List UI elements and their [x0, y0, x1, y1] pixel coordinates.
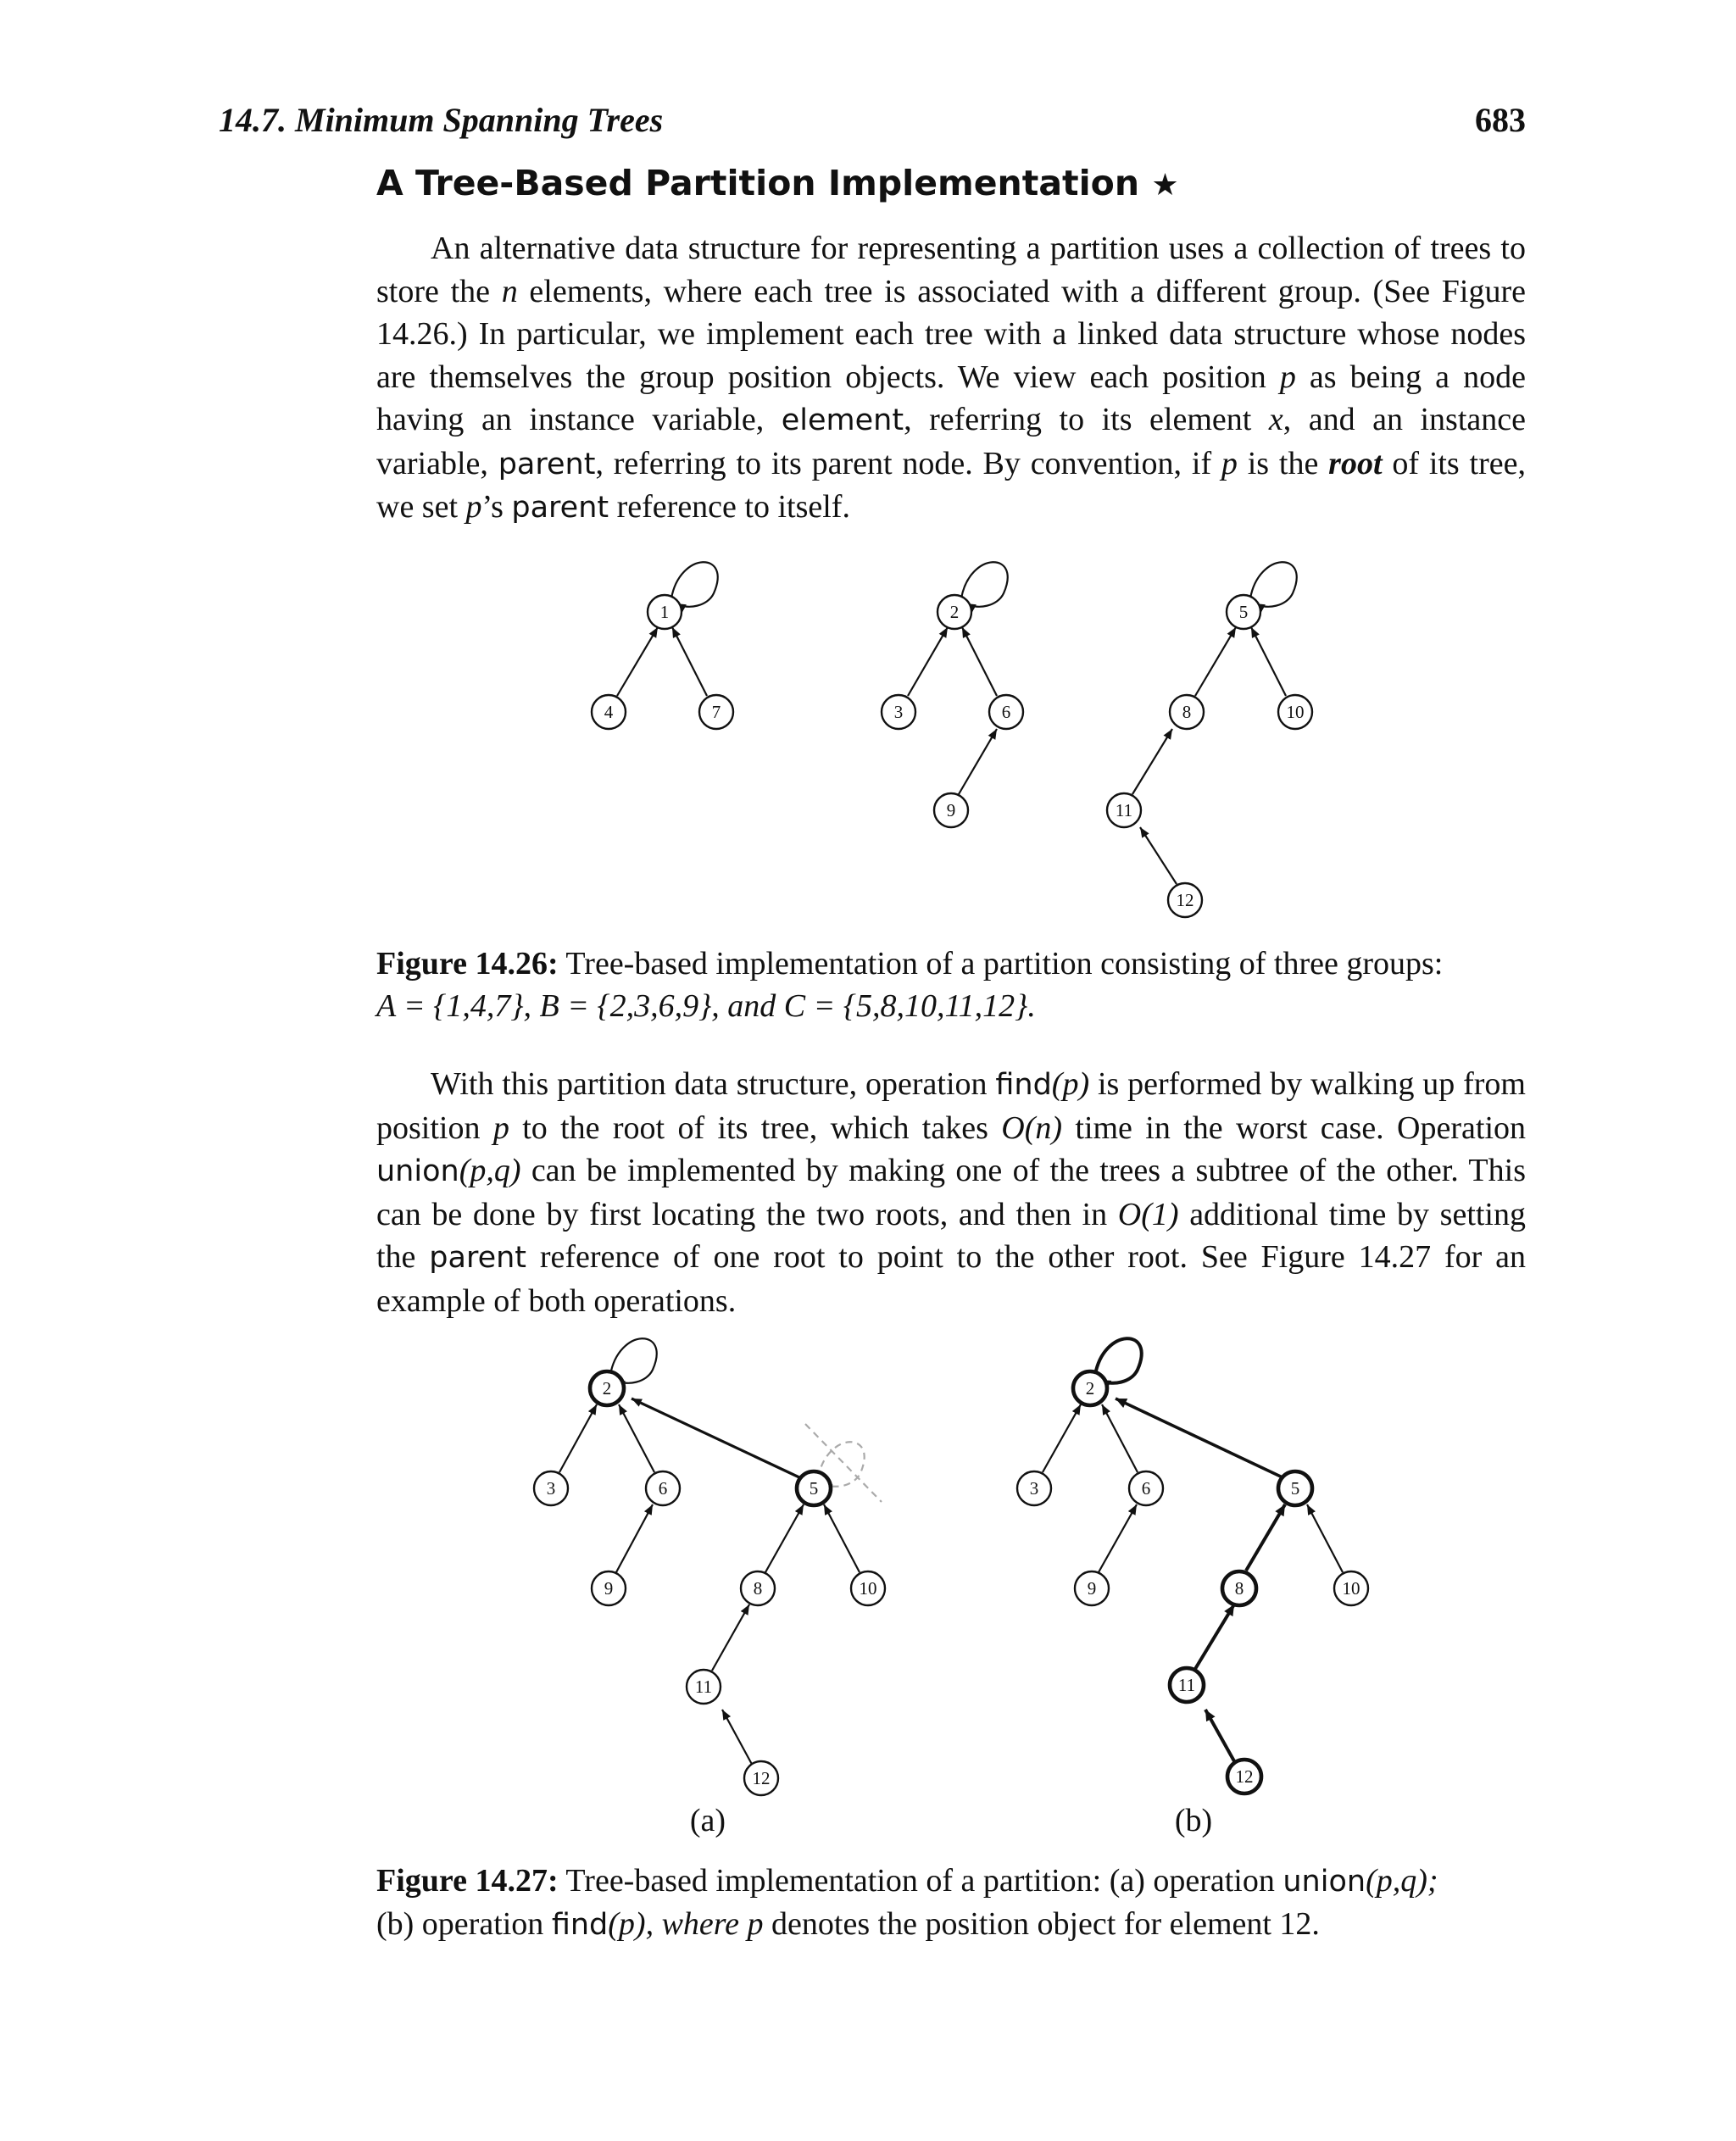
math-args: (p,q)	[459, 1153, 521, 1188]
subfigure-label-a: (a)	[689, 1803, 726, 1838]
node-label: 10	[1286, 702, 1305, 722]
tree-node	[1227, 1760, 1261, 1793]
node-label: 3	[893, 702, 904, 722]
node-label: 11	[694, 1677, 713, 1697]
node-label: 5	[1290, 1478, 1300, 1499]
text: of its tree, we set	[376, 445, 1526, 525]
tree-node	[534, 1471, 568, 1505]
tree-node	[1129, 1471, 1163, 1505]
node-label: 10	[859, 1578, 877, 1599]
text: additional time by setting the	[376, 1196, 1526, 1275]
caption-text: Tree-based implementation of a partition: (a) operation	[558, 1863, 1283, 1899]
text: as being a node having an instance variable,	[376, 359, 1527, 437]
text: reference of one root to point to the other root. See Figure 14.27 for an example of both operations.	[376, 1239, 1526, 1319]
node-label: 9	[946, 800, 956, 820]
tree-node	[646, 1471, 680, 1505]
node-label: 6	[1001, 702, 1011, 722]
node-label: 6	[658, 1478, 668, 1499]
math-var: p	[747, 1906, 764, 1942]
code-find: find	[995, 1068, 1052, 1102]
text: can be implemented by making one of the trees a subtree of the other. This can be done by first locating the two roots, and then in	[376, 1153, 1526, 1232]
code-union: union	[376, 1154, 459, 1188]
tree-node	[851, 1571, 885, 1605]
tree-node	[1073, 1371, 1107, 1405]
tree-node	[741, 1571, 775, 1605]
caption-text: (b) operation	[376, 1906, 552, 1942]
text: is the	[1237, 445, 1329, 481]
math-var: x	[1268, 402, 1283, 437]
math-args: (p), where	[608, 1906, 748, 1942]
node-label: 9	[604, 1578, 614, 1599]
text: time in the worst case. Operation	[1062, 1109, 1526, 1146]
tree-node	[1278, 1471, 1312, 1505]
node-label: 12	[752, 1768, 771, 1788]
tree-node	[744, 1761, 778, 1795]
code-parent: parent	[511, 491, 609, 525]
node-label: 1	[659, 602, 670, 622]
term-root: root	[1328, 445, 1383, 481]
star-icon: ★	[1151, 168, 1179, 203]
text: ’s	[481, 489, 512, 525]
caption-text: Tree-based implementation of a partition consisting of three groups:	[558, 946, 1444, 982]
text: , referring to its element	[904, 402, 1269, 437]
node-label: 10	[1342, 1578, 1360, 1599]
text: , referring to its parent node. By convention, if	[595, 445, 1221, 481]
node-label: 12	[1176, 890, 1194, 910]
node-label: 9	[1087, 1578, 1097, 1599]
math-bigo: O(n)	[1001, 1109, 1063, 1146]
code-parent: parent	[429, 1241, 527, 1275]
code-parent: parent	[498, 447, 596, 481]
math-var: n	[501, 273, 518, 309]
text: elements, where each tree is associated with a different group. (See Figure 14.26.) In particular, we implement each tree with a linked data structure whose nodes are themselves the group position objects. We view each position	[376, 273, 1526, 395]
subfigure-label-b: (b)	[1174, 1803, 1213, 1838]
section-title-text: A Tree-Based Partition Implementation	[376, 163, 1140, 203]
code-union: union	[1283, 1865, 1366, 1899]
tree-node	[1075, 1571, 1109, 1605]
node-label: 12	[1235, 1766, 1254, 1787]
caption-text: denotes the position object for element 12.	[763, 1906, 1320, 1942]
caption-label: Figure 14.27:	[376, 1863, 559, 1899]
text: , and an instance variable,	[376, 402, 1527, 481]
node-label: 2	[949, 602, 960, 622]
caption-label: Figure 14.26:	[376, 946, 559, 982]
text: With this partition data structure, operation	[431, 1066, 996, 1102]
node-label: 11	[1115, 800, 1133, 820]
node-label: 4	[604, 702, 614, 722]
code-element: element	[781, 403, 904, 437]
math-var: p	[492, 1109, 509, 1146]
node-label: 3	[546, 1478, 556, 1499]
node-label: 8	[1182, 702, 1192, 722]
tree-node	[1334, 1571, 1368, 1605]
text: reference to itself.	[609, 489, 850, 525]
tree-node	[1222, 1571, 1256, 1605]
tree-node	[797, 1471, 831, 1505]
caption-math: A = {1,4,7}, B = {2,3,6,9}, and C = {5,8,10,11,12}.	[376, 988, 1036, 1024]
tree-node	[1017, 1471, 1051, 1505]
node-label: 5	[1238, 602, 1249, 622]
node-label: 11	[1177, 1675, 1196, 1695]
running-head: 14.7. Minimum Spanning Trees	[219, 101, 664, 139]
math-var: p	[465, 489, 482, 525]
tree-node	[1170, 1668, 1204, 1702]
figure-caption-14-27	[376, 1860, 1526, 1946]
tree-node	[592, 1571, 626, 1605]
tree-node	[590, 1371, 624, 1405]
node-label: 3	[1029, 1478, 1039, 1499]
node-label: 2	[1085, 1378, 1095, 1399]
node-label: 8	[753, 1578, 763, 1599]
tree-node	[687, 1670, 721, 1704]
node-label: 8	[1234, 1578, 1244, 1599]
node-label: 5	[809, 1478, 819, 1499]
text: to the root of its tree, which takes	[509, 1109, 1002, 1146]
math-args: (p,q);	[1366, 1863, 1438, 1899]
node-label: 6	[1141, 1478, 1151, 1499]
node-label: 7	[711, 702, 721, 722]
math-args: (p)	[1051, 1066, 1090, 1102]
text: is performed by walking up from position	[376, 1066, 1526, 1146]
node-label: 2	[602, 1378, 612, 1399]
text: An alternative data structure for representing a partition uses a collection of trees to store the	[376, 231, 1526, 309]
math-var: p	[1221, 445, 1238, 481]
page-number: 683	[1475, 101, 1526, 139]
math-bigo: O(1)	[1117, 1196, 1179, 1232]
math-var: p	[1279, 359, 1296, 395]
code-find: find	[551, 1908, 609, 1942]
